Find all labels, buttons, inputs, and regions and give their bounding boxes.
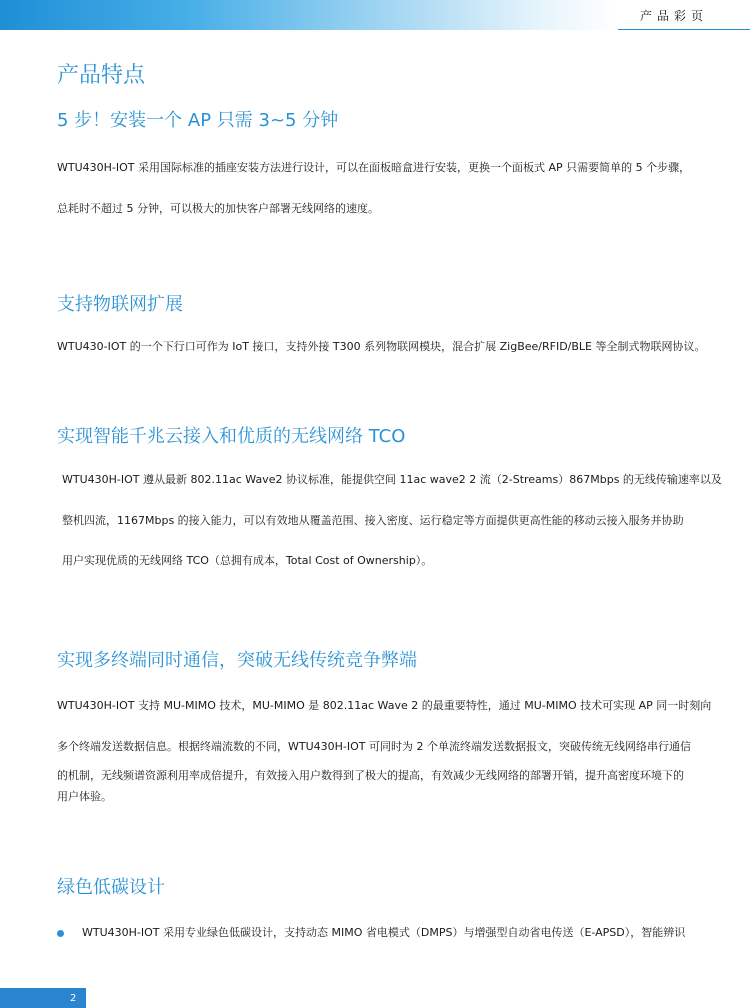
body-line: WTU430H-IOT 遵从最新 802.11ac Wave2 协议标准，能提供空间 11ac wave2 2 流（2-Streams）867Mbps 的无线传输速率以及 bbox=[62, 473, 722, 486]
section-heading-install: 5 步！安装一个 AP 只需 3~5 分钟 bbox=[57, 110, 339, 131]
section-heading-green: 绿色低碳设计 bbox=[57, 877, 165, 898]
body-line: 总耗时不超过 5 分钟，可以极大的加快客户部署无线网络的速度。 bbox=[57, 202, 379, 215]
bullet-text: WTU430H-IOT 采用专业绿色低碳设计，支持动态 MIMO 省电模式（DMPS）与增强型自动省电传送（E-APSD），智能辨识 bbox=[82, 926, 686, 939]
section-heading-iot: 支持物联网扩展 bbox=[57, 294, 183, 315]
body-line: 的机制，无线频谱资源利用率成倍提升，有效接入用户数得到了极大的提高，有效减少无线网络的部署开销，提升高密度环境下的 bbox=[57, 769, 684, 782]
bullet-dot-icon bbox=[57, 930, 64, 937]
header-gradient-band bbox=[0, 0, 618, 30]
body-line: 用户实现优质的无线网络 TCO（总拥有成本，Total Cost of Ownership）。 bbox=[62, 554, 433, 567]
section-heading-mumimo: 实现多终端同时通信，突破无线传统竞争弊端 bbox=[57, 650, 417, 671]
page-number: 2 bbox=[70, 993, 77, 1004]
body-line: 用户体验。 bbox=[57, 790, 112, 803]
body-line: WTU430H-IOT 采用国际标准的插座安装方法进行设计，可以在面板暗盒进行安装，更换一个面板式 AP 只需要简单的 5 个步骤， bbox=[57, 161, 691, 174]
body-line: 整机四流，1167Mbps 的接入能力，可以有效地从覆盖范围、接入密度、运行稳定等方面提供更高性能的移动云接入服务并协助 bbox=[62, 514, 684, 527]
body-line: WTU430-IOT 的一个下行口可作为 IoT 接口，支持外接 T300 系列物联网模块，混合扩展 ZigBee/RFID/BLE 等全制式物联网协议。 bbox=[57, 340, 706, 353]
header-rule bbox=[618, 29, 750, 30]
section-heading-tco: 实现智能千兆云接入和优质的无线网络 TCO bbox=[57, 426, 406, 447]
body-line: 多个终端发送数据信息。根据终端流数的不同，WTU430H-IOT 可同时为 2 个单流终端发送数据报文，突破传统无线网络串行通信 bbox=[57, 740, 691, 753]
body-line: WTU430H-IOT 支持 MU-MIMO 技术，MU-MIMO 是 802.11ac Wave 2 的最重要特性，通过 MU-MIMO 技术可实现 AP 同一时刻向 bbox=[57, 699, 712, 712]
header-label: 产品彩页 bbox=[639, 9, 708, 23]
page-title: 产品特点 bbox=[57, 63, 146, 88]
